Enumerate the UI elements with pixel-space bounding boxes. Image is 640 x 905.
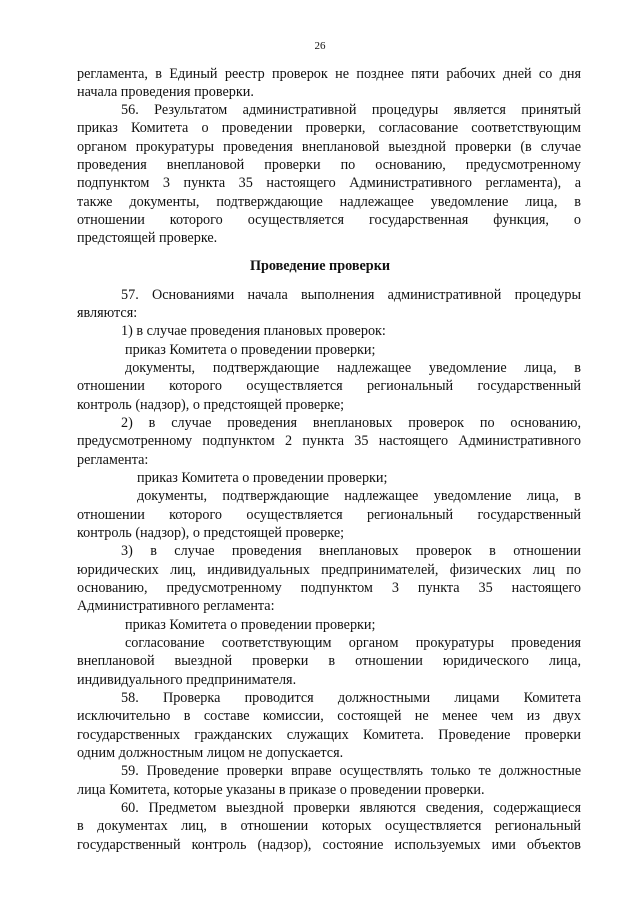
list-item: документы, подтверждающие надлежащее уведомление лица, в (125, 360, 581, 376)
text-line: Административного регламента: (77, 598, 275, 614)
paragraph-first-line: 58. Проверка проводится должностными лицами Комитета (121, 690, 581, 706)
text-line: также документы, подтверждающие надлежащее уведомление лица, в (77, 194, 581, 210)
text-line: предусмотренному подпунктом 2 пункта 35 настоящего Административного (77, 433, 581, 449)
text-line: контроль (надзор), о предстоящей проверке; (77, 397, 345, 413)
text-line: предстоящей проверке. (77, 230, 218, 246)
text-line: лица Комитета, которые указаны в приказе о проведении проверки. (77, 782, 485, 798)
section-heading: Проведение проверки (249, 258, 391, 274)
text-line: регламента: (77, 452, 149, 468)
page-number: 26 (314, 40, 326, 52)
text-line: юридических лиц, индивидуальных предпринимателей, физических лиц по (77, 562, 581, 578)
list-item: 3) в случае проведения внеплановых проверок в отношении (121, 543, 581, 559)
text-line: внеплановой выездной проверки в отношении юридического лица, (77, 653, 581, 669)
text-line: регламента, в Единый реестр проверок не позднее пяти рабочих дней со дня (77, 66, 581, 82)
text-line: индивидуального предпринимателя. (77, 672, 297, 688)
list-item: приказ Комитета о проведении проверки; (125, 617, 376, 633)
text-line: контроль (надзор), о предстоящей проверке; (77, 525, 345, 541)
text-line: отношении которого осуществляется государственная функция, о (77, 212, 581, 228)
text-line: основанию, предусмотренному подпунктом 3 пункта 35 настоящего (77, 580, 581, 596)
paragraph-first-line: 57. Основаниями начала выполнения административной процедуры (121, 287, 581, 303)
paragraph-first-line: 59. Проведение проверки вправе осуществлять только те должностные (121, 763, 581, 779)
text-line: государственный контроль (надзор), состояние используемых ими объектов (77, 837, 581, 853)
list-item: согласование соответствующим органом прокуратуры проведения (125, 635, 581, 651)
text-line: проведения внеплановой проверки по основанию, предусмотренному (77, 157, 581, 173)
list-item: документы, подтверждающие надлежащее уведомление лица, в (137, 488, 581, 504)
text-line: отношении которого осуществляется региональный государственный (77, 378, 581, 394)
text-line: подпунктом 3 пункта 35 настоящего Административного регламента), а (77, 175, 581, 191)
text-line: являются: (77, 305, 138, 321)
text-line: органом прокуратуры проведения внеплановой выездной проверки (в случае (77, 139, 581, 155)
list-item: 1) в случае проведения плановых проверок: (121, 323, 386, 339)
list-item: приказ Комитета о проведении проверки; (125, 342, 376, 358)
text-line: начала проведения проверки. (77, 84, 254, 100)
text-line: приказ Комитета о проведении проверки, согласование соответствующим (77, 120, 581, 136)
list-item: приказ Комитета о проведении проверки; (137, 470, 388, 486)
text-line: отношении которого осуществляется региональный государственный (77, 507, 581, 523)
text-line: в документах лиц, в отношении которых осуществляется региональный (77, 818, 581, 834)
paragraph-first-line: 56. Результатом административной процедуры является принятый (121, 102, 581, 118)
text-line: государственных гражданских служащих Комитета. Проведение проверки (77, 727, 581, 743)
paragraph-first-line: 60. Предметом выездной проверки являются сведения, содержащиеся (121, 800, 581, 816)
list-item: 2) в случае проведения внеплановых проверок по основанию, (121, 415, 581, 431)
text-line: исключительно в составе комиссии, состоящей не менее чем из двух (77, 708, 581, 724)
text-line: одним должностным лицом не допускается. (77, 745, 344, 761)
